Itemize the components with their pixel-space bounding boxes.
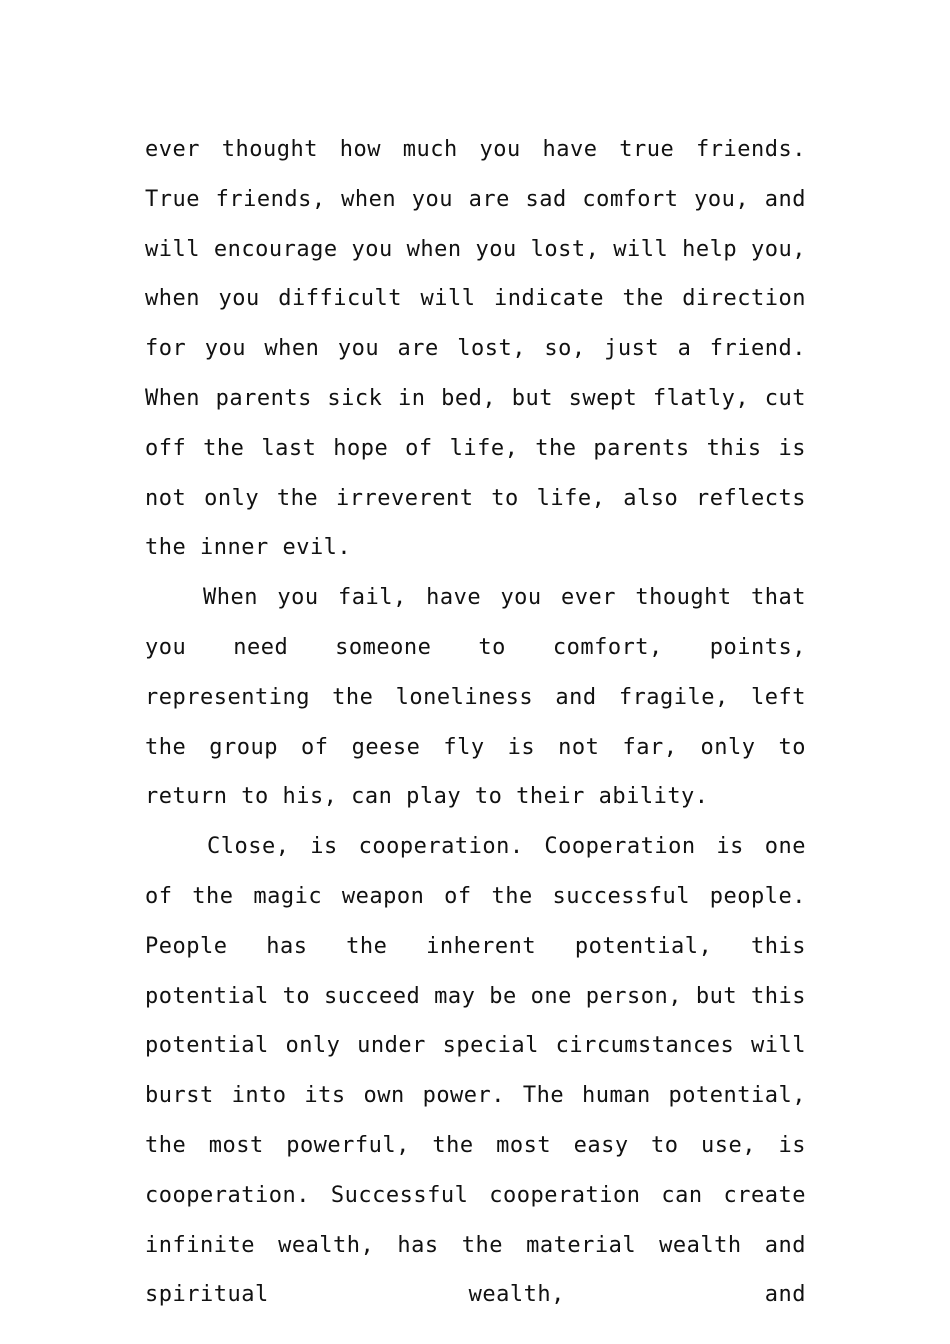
paragraph-cooperation: Close, is cooperation. Cooperation is one of the magic weapon of the successful people. People has the inherent potential, this potential to succeed may be one person, but this potential only under special circumstances will burst into its own power. The human potential, the most powerful, the most easy to use, is cooperation. Successful cooperation can create infinite wealth, has the material wealth and spiritual wealth, and xyxy=(145,834,806,1308)
document-body xyxy=(145,125,806,1320)
paragraph-failure: When you fail, have you ever thought that you need someone to comfort, points, representing the loneliness and fragile, left the group of geese fly is not far, only to return to his, can play to their ability. xyxy=(145,585,806,810)
paragraph-friends: ever thought how much you have true friends. True friends, when you are sad comfort you, and will encourage you when you lost, will help you, when you difficult will indicate the direction for you when you are lost, so, just a friend. When parents sick in bed, but swept flatly, cut off the last hope of life, the parents this is not only the irreverent to life, also reflects the inner evil. xyxy=(145,137,806,561)
